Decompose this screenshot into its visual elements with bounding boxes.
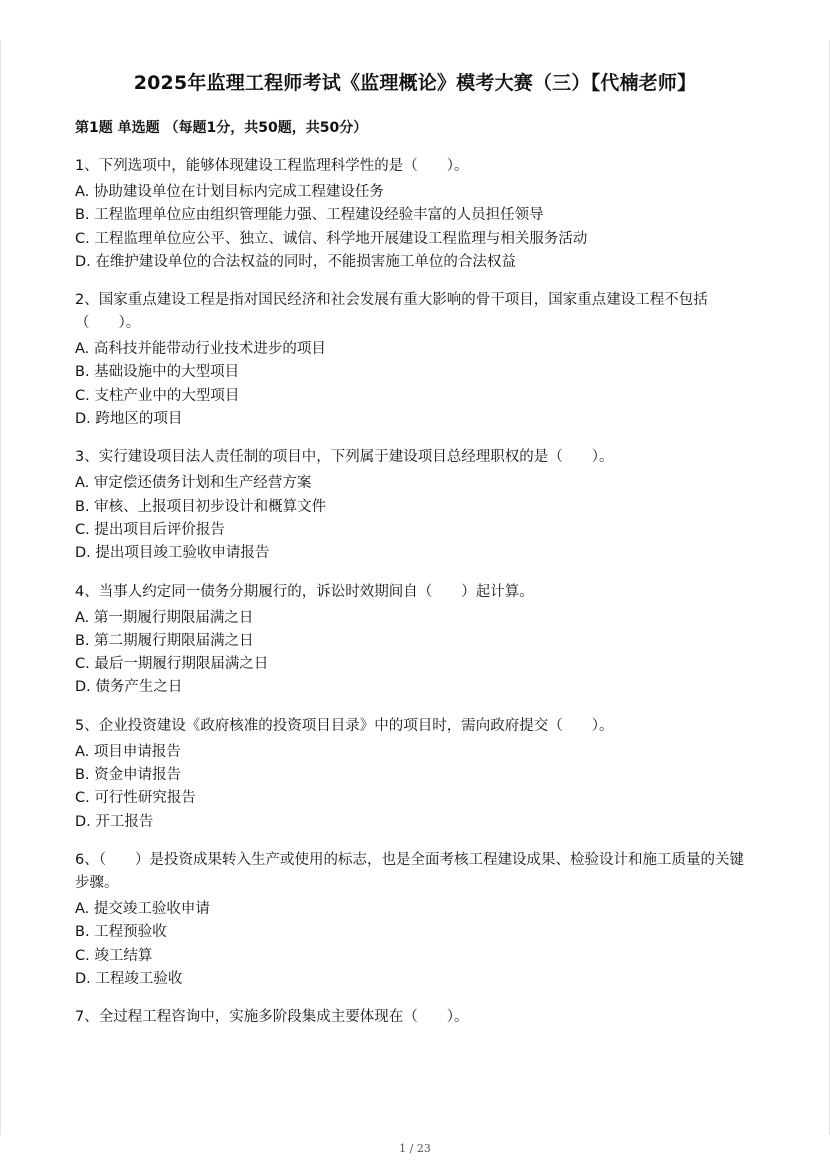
option-d: D. 提出项目竣工验收申请报告: [75, 545, 270, 562]
question-4: [75, 581, 745, 700]
option-a: A. 审定偿还债务计划和生产经营方案: [75, 475, 312, 492]
option-a: A. 高科技并能带动行业技术进步的项目: [75, 341, 326, 358]
option-c: C. 工程监理单位应公平、独立、诚信、科学地开展建设工程监理与相关服务活动: [75, 230, 588, 247]
option-b: B. 工程预验收: [75, 924, 167, 941]
question-3: [75, 446, 745, 565]
option-c: C. 竣工结算: [75, 947, 153, 964]
section-heading: 第1题 单选题 （每题1分，共50题，共50分）: [75, 120, 368, 136]
question-stem: 1、下列选项中，能够体现建设工程监理科学性的是（ ）。: [75, 158, 469, 174]
question-stem: 2、国家重点建设工程是指对国民经济和社会发展有重大影响的骨干项目，国家重点建设工程不包括（ ）。: [75, 292, 708, 332]
option-b: B. 第二期履行期限届满之日: [75, 632, 254, 649]
option-d: D. 工程竣工验收: [75, 970, 183, 987]
page-edge-left: [0, 40, 1, 1135]
question-stem: 3、实行建设项目法人责任制的项目中，下列属于建设项目总经理职权的是（ ）。: [75, 449, 614, 466]
option-d: D. 在维护建设单位的合法权益的同时，不能损害施工单位的合法权益: [75, 253, 516, 270]
option-c: C. 支柱产业中的大型项目: [75, 387, 240, 404]
page-number: 1 / 23: [399, 1142, 431, 1155]
option-b: B. 资金申请报告: [75, 767, 182, 784]
option-c: C. 提出项目后评价报告: [75, 521, 225, 538]
question-2: [75, 289, 745, 431]
question-1: [75, 155, 745, 274]
document-title: 2025年监理工程师考试《监理概论》模考大赛（三）【代楠老师】: [133, 72, 697, 94]
option-b: B. 审核、上报项目初步设计和概算文件: [75, 498, 327, 515]
question-7: [75, 1006, 745, 1029]
option-b: B. 基础设施中的大型项目: [75, 364, 240, 381]
option-c: C. 最后一期履行期限届满之日: [75, 656, 269, 673]
option-c: C. 可行性研究报告: [75, 790, 196, 807]
question-5: [75, 715, 745, 834]
option-d: D. 债务产生之日: [75, 679, 183, 696]
option-a: A. 第一期履行期限届满之日: [75, 609, 254, 626]
question-stem: 7、全过程工程咨询中，实施多阶段集成主要体现在（ ）。: [75, 1009, 469, 1026]
option-a: A. 项目申请报告: [75, 743, 181, 760]
question-stem: 6、（ ）是投资成果转入生产或使用的标志，也是全面考核工程建设成果、检验设计和施工质量的关键步骤。: [75, 851, 744, 891]
option-b: B. 工程监理单位应由组织管理能力强、工程建设经验丰富的人员担任领导: [75, 207, 544, 224]
option-d: D. 跨地区的项目: [75, 411, 183, 428]
option-d: D. 开工报告: [75, 813, 154, 830]
question-stem: 4、当事人约定同一债务分期履行的，诉讼时效期间自（ ）起计算。: [75, 583, 534, 600]
question-stem: 5、企业投资建设《政府核准的投资项目目录》中的项目时，需向政府提交（ ）。: [75, 717, 614, 734]
question-list: [75, 155, 745, 1044]
option-a: A. 协助建设单位在计划目标内完成工程建设任务: [75, 184, 384, 200]
option-a: A. 提交竣工验收申请: [75, 900, 210, 917]
question-6: [75, 849, 745, 991]
